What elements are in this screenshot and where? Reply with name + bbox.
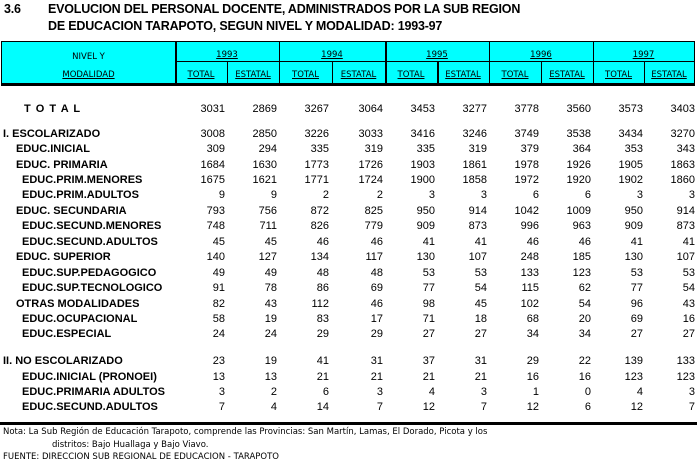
cell-total: 1903 bbox=[410, 159, 435, 171]
cell-estatal: 21 bbox=[474, 371, 487, 383]
cell-total: 49 bbox=[212, 267, 225, 279]
cell-total: 14 bbox=[316, 401, 329, 413]
cell-estatal: 294 bbox=[258, 143, 277, 155]
cell-total: 112 bbox=[311, 298, 329, 310]
row-label: EDUC.PRIMARIA ADULTOS bbox=[22, 386, 165, 398]
table-row bbox=[0, 220, 697, 236]
cell-estatal: 914 bbox=[468, 205, 487, 217]
cell-total: 86 bbox=[316, 282, 329, 294]
title-line-2: DE EDUCACION TARAPOTO, SEGUN NIVEL Y MODALIDAD: 1993-97 bbox=[48, 19, 443, 33]
cell-estatal: 3 bbox=[480, 189, 487, 201]
cell-total: 29 bbox=[316, 328, 329, 340]
cell-total: 335 bbox=[310, 143, 329, 155]
title-line-1: EVOLUCION DEL PERSONAL DOCENTE, ADMINISTRADOS POR LA SUB REGION bbox=[48, 2, 521, 16]
cell-total: 34 bbox=[526, 328, 539, 340]
table-row bbox=[0, 386, 697, 402]
cell-total: 3778 bbox=[514, 103, 539, 115]
cell-estatal: 31 bbox=[474, 355, 487, 367]
header-estatal: ESTATAL bbox=[445, 70, 481, 80]
row-label: EDUC.SECUND.ADULTOS bbox=[22, 236, 158, 248]
cell-total: 950 bbox=[416, 205, 435, 217]
cell-estatal: 41 bbox=[474, 236, 487, 248]
table-row bbox=[0, 143, 697, 159]
table-row bbox=[0, 251, 697, 267]
table-row bbox=[0, 298, 697, 314]
cell-estatal: 1724 bbox=[358, 174, 383, 186]
cell-estatal: 22 bbox=[578, 355, 591, 367]
cell-estatal: 123 bbox=[572, 267, 591, 279]
cell-total: 996 bbox=[520, 220, 539, 232]
cell-estatal: 20 bbox=[578, 313, 591, 325]
cell-estatal: 133 bbox=[676, 355, 695, 367]
cell-total: 3573 bbox=[618, 103, 643, 115]
cell-estatal: 27 bbox=[474, 328, 487, 340]
cell-estatal: 16 bbox=[578, 371, 591, 383]
cell-estatal: 78 bbox=[264, 282, 277, 294]
cell-estatal: 45 bbox=[474, 298, 487, 310]
table-row bbox=[0, 174, 697, 190]
cell-estatal: 6 bbox=[584, 401, 591, 413]
cell-total: 6 bbox=[322, 386, 329, 398]
table-header bbox=[1, 41, 695, 86]
cell-total: 71 bbox=[422, 313, 435, 325]
cell-estatal: 29 bbox=[370, 328, 383, 340]
cell-estatal: 117 bbox=[365, 251, 383, 263]
cell-total: 133 bbox=[520, 267, 539, 279]
row-label: EDUC. SECUNDARIA bbox=[16, 205, 127, 217]
header-year: 1995 bbox=[426, 50, 448, 60]
cell-estatal: 3033 bbox=[358, 128, 383, 140]
cell-estatal: 19 bbox=[264, 355, 277, 367]
cell-estatal: 1860 bbox=[670, 174, 695, 186]
cell-estatal: 43 bbox=[264, 298, 277, 310]
row-label: T O T A L bbox=[24, 103, 82, 115]
row-label: EDUC.SUP.PEDAGOGICO bbox=[22, 267, 157, 279]
header-total: TOTAL bbox=[501, 70, 529, 80]
cell-total: 23 bbox=[212, 355, 225, 367]
cell-total: 12 bbox=[630, 401, 643, 413]
cell-total: 379 bbox=[520, 143, 539, 155]
cell-total: 3226 bbox=[304, 128, 329, 140]
note-line-1: Nota: La Sub Región de Educación Tarapoto, comprende las Provincias: San Martín, Lamas, El Dorado, Picota y los bbox=[3, 427, 488, 437]
cell-total: 1978 bbox=[514, 159, 539, 171]
cell-total: 3 bbox=[636, 189, 643, 201]
source-note: FUENTE: DIRECCION SUB REGIONAL DE EDUCACION - TARAPOTO bbox=[3, 452, 279, 462]
table-row bbox=[0, 401, 697, 417]
cell-estatal: 46 bbox=[578, 236, 591, 248]
cell-estatal: 2 bbox=[270, 386, 277, 398]
cell-estatal: 1861 bbox=[462, 159, 487, 171]
cell-estatal: 319 bbox=[468, 143, 487, 155]
header-label-bottom: MODALIDAD bbox=[62, 70, 115, 80]
cell-total: 130 bbox=[416, 251, 435, 263]
header-estatal: ESTATAL bbox=[549, 70, 585, 80]
cell-estatal: 46 bbox=[370, 236, 383, 248]
cell-estatal: 0 bbox=[584, 386, 591, 398]
cell-total: 37 bbox=[422, 355, 435, 367]
cell-estatal: 3560 bbox=[566, 103, 591, 115]
cell-total: 13 bbox=[212, 371, 225, 383]
cell-total: 140 bbox=[206, 251, 225, 263]
cell-total: 134 bbox=[310, 251, 329, 263]
cell-total: 41 bbox=[316, 355, 329, 367]
header-total: TOTAL bbox=[292, 70, 319, 80]
row-label: EDUC.ESPECIAL bbox=[22, 328, 112, 340]
cell-estatal: 873 bbox=[468, 220, 487, 232]
cell-total: 1900 bbox=[410, 174, 435, 186]
cell-total: 7 bbox=[218, 401, 225, 413]
cell-total: 3 bbox=[218, 386, 225, 398]
row-label: EDUC.OCUPACIONAL bbox=[22, 313, 138, 325]
cell-total: 98 bbox=[422, 298, 435, 310]
cell-estatal: 364 bbox=[572, 143, 591, 155]
cell-total: 77 bbox=[630, 282, 643, 294]
cell-estatal: 963 bbox=[572, 220, 591, 232]
cell-total: 3416 bbox=[410, 128, 435, 140]
cell-estatal: 53 bbox=[474, 267, 487, 279]
header-total: TOTAL bbox=[187, 70, 215, 80]
cell-estatal: 2850 bbox=[252, 128, 277, 140]
header-estatal: ESTATAL bbox=[235, 70, 271, 80]
cell-total: 309 bbox=[206, 143, 225, 155]
cell-estatal: 107 bbox=[676, 251, 695, 263]
cell-total: 68 bbox=[526, 313, 539, 325]
cell-estatal: 107 bbox=[468, 251, 487, 263]
cell-estatal: 54 bbox=[682, 282, 695, 294]
cell-total: 1972 bbox=[514, 174, 539, 186]
cell-total: 826 bbox=[310, 220, 329, 232]
cell-total: 24 bbox=[212, 328, 225, 340]
table-row bbox=[0, 103, 697, 119]
cell-total: 353 bbox=[624, 143, 643, 155]
cell-total: 46 bbox=[316, 236, 329, 248]
cell-total: 77 bbox=[422, 282, 435, 294]
cell-estatal: 711 bbox=[259, 220, 277, 232]
table-row bbox=[0, 282, 697, 298]
cell-total: 3008 bbox=[200, 128, 225, 140]
cell-total: 16 bbox=[526, 371, 539, 383]
cell-total: 872 bbox=[310, 205, 329, 217]
cell-estatal: 45 bbox=[264, 236, 277, 248]
table-row bbox=[0, 371, 697, 387]
cell-total: 130 bbox=[624, 251, 643, 263]
cell-estatal: 7 bbox=[480, 401, 487, 413]
cell-estatal: 873 bbox=[676, 220, 695, 232]
cell-estatal: 319 bbox=[364, 143, 383, 155]
cell-total: 335 bbox=[416, 143, 435, 155]
cell-total: 909 bbox=[416, 220, 435, 232]
header-year: 1996 bbox=[530, 50, 552, 60]
table-row bbox=[0, 189, 697, 205]
cell-estatal: 7 bbox=[688, 401, 695, 413]
cell-estatal: 3403 bbox=[670, 103, 695, 115]
cell-total: 69 bbox=[630, 313, 643, 325]
cell-estatal: 9 bbox=[270, 189, 277, 201]
cell-total: 27 bbox=[422, 328, 435, 340]
cell-total: 46 bbox=[526, 236, 539, 248]
cell-estatal: 3270 bbox=[670, 128, 695, 140]
cell-total: 1902 bbox=[618, 174, 643, 186]
cell-estatal: 3 bbox=[376, 386, 383, 398]
cell-total: 950 bbox=[624, 205, 643, 217]
cell-total: 4 bbox=[428, 386, 435, 398]
cell-estatal: 343 bbox=[676, 143, 695, 155]
cell-estatal: 54 bbox=[474, 282, 487, 294]
cell-estatal: 1926 bbox=[566, 159, 591, 171]
header-year: 1994 bbox=[321, 50, 343, 60]
cell-total: 53 bbox=[630, 267, 643, 279]
cell-total: 3 bbox=[428, 189, 435, 201]
cell-estatal: 48 bbox=[370, 267, 383, 279]
row-label: EDUC. PRIMARIA bbox=[16, 159, 108, 171]
cell-estatal: 54 bbox=[578, 298, 591, 310]
cell-total: 3453 bbox=[410, 103, 435, 115]
cell-estatal: 1858 bbox=[462, 174, 487, 186]
cell-estatal: 3 bbox=[688, 386, 695, 398]
cell-estatal: 3 bbox=[480, 386, 487, 398]
cell-estatal: 2869 bbox=[252, 103, 277, 115]
row-label: OTRAS MODALIDADES bbox=[16, 298, 140, 310]
table-row bbox=[0, 313, 697, 329]
cell-total: 96 bbox=[630, 298, 643, 310]
row-label: EDUC.SECUND.ADULTOS bbox=[22, 401, 158, 413]
cell-total: 139 bbox=[624, 355, 643, 367]
row-label: EDUC.PRIM.MENORES bbox=[22, 174, 143, 186]
row-label: EDUC.SECUND.MENORES bbox=[22, 220, 162, 232]
row-label: EDUC. SUPERIOR bbox=[16, 251, 111, 263]
cell-total: 82 bbox=[212, 298, 225, 310]
cell-estatal: 185 bbox=[572, 251, 591, 263]
table-title bbox=[4, 2, 520, 16]
cell-total: 12 bbox=[526, 401, 539, 413]
cell-total: 12 bbox=[422, 401, 435, 413]
cell-estatal: 69 bbox=[370, 282, 383, 294]
cell-estatal: 7 bbox=[376, 401, 383, 413]
cell-estatal: 779 bbox=[364, 220, 383, 232]
cell-estatal: 46 bbox=[370, 298, 383, 310]
cell-estatal: 27 bbox=[682, 328, 695, 340]
cell-total: 123 bbox=[624, 371, 643, 383]
table-row bbox=[0, 205, 697, 221]
cell-estatal: 1726 bbox=[358, 159, 383, 171]
note-line-2: distritos: Bajo Huallaga y Bajo Viavo. bbox=[52, 440, 209, 450]
cell-total: 21 bbox=[422, 371, 435, 383]
cell-estatal: 825 bbox=[364, 205, 383, 217]
row-label: EDUC.INICIAL (PRONOEI) bbox=[22, 371, 157, 383]
cell-estatal: 3277 bbox=[462, 103, 487, 115]
cell-total: 3031 bbox=[200, 103, 225, 115]
cell-estatal: 19 bbox=[264, 313, 277, 325]
cell-estatal: 3246 bbox=[462, 128, 487, 140]
header-total: TOTAL bbox=[605, 70, 632, 80]
table-row bbox=[0, 236, 697, 252]
row-label: EDUC.INICIAL bbox=[16, 143, 90, 155]
cell-total: 3267 bbox=[304, 103, 329, 115]
cell-estatal: 3064 bbox=[358, 103, 383, 115]
cell-estatal: 756 bbox=[258, 205, 277, 217]
cell-estatal: 13 bbox=[264, 371, 277, 383]
row-label: II. NO ESCOLARIZADO bbox=[3, 355, 123, 367]
cell-total: 1771 bbox=[304, 174, 329, 186]
cell-total: 748 bbox=[206, 220, 225, 232]
cell-estatal: 2 bbox=[376, 189, 383, 201]
header-estatal: ESTATAL bbox=[340, 70, 377, 80]
cell-total: 21 bbox=[316, 371, 329, 383]
cell-total: 53 bbox=[422, 267, 435, 279]
cell-estatal: 41 bbox=[682, 236, 695, 248]
cell-total: 41 bbox=[630, 236, 643, 248]
cell-total: 91 bbox=[212, 282, 225, 294]
cell-total: 248 bbox=[520, 251, 539, 263]
cell-total: 45 bbox=[212, 236, 225, 248]
cell-estatal: 1863 bbox=[670, 159, 695, 171]
cell-total: 58 bbox=[212, 313, 225, 325]
cell-total: 102 bbox=[520, 298, 539, 310]
cell-total: 115 bbox=[521, 282, 539, 294]
cell-estatal: 24 bbox=[264, 328, 277, 340]
cell-estatal: 31 bbox=[370, 355, 383, 367]
cell-total: 9 bbox=[218, 189, 225, 201]
cell-estatal: 1630 bbox=[252, 159, 277, 171]
table-row bbox=[0, 355, 697, 371]
header-estatal: ESTATAL bbox=[651, 70, 687, 80]
header-year: 1997 bbox=[632, 50, 655, 60]
cell-total: 29 bbox=[526, 355, 539, 367]
cell-total: 4 bbox=[636, 386, 643, 398]
header-year: 1993 bbox=[216, 50, 238, 60]
cell-total: 793 bbox=[206, 205, 225, 217]
footer-divider bbox=[0, 422, 697, 425]
cell-total: 1905 bbox=[618, 159, 643, 171]
cell-estatal: 127 bbox=[258, 251, 277, 263]
cell-estatal: 3 bbox=[688, 189, 695, 201]
cell-estatal: 1621 bbox=[252, 174, 277, 186]
cell-total: 48 bbox=[316, 267, 329, 279]
cell-total: 3434 bbox=[618, 128, 643, 140]
cell-estatal: 4 bbox=[270, 401, 277, 413]
cell-total: 6 bbox=[532, 189, 539, 201]
table-row bbox=[0, 159, 697, 175]
row-label: EDUC.PRIM.ADULTOS bbox=[22, 189, 139, 201]
table-row bbox=[0, 128, 697, 144]
table-row bbox=[0, 267, 697, 283]
table-row bbox=[0, 328, 697, 344]
table-number: 3.6 bbox=[4, 2, 21, 16]
cell-estatal: 21 bbox=[370, 371, 383, 383]
cell-estatal: 914 bbox=[676, 205, 695, 217]
cell-total: 27 bbox=[630, 328, 643, 340]
cell-total: 41 bbox=[422, 236, 435, 248]
cell-estatal: 18 bbox=[474, 313, 487, 325]
cell-total: 1773 bbox=[304, 159, 329, 171]
cell-total: 909 bbox=[624, 220, 643, 232]
cell-total: 1042 bbox=[514, 205, 539, 217]
cell-estatal: 62 bbox=[578, 282, 591, 294]
cell-estatal: 34 bbox=[578, 328, 591, 340]
cell-total: 1675 bbox=[200, 174, 225, 186]
cell-estatal: 17 bbox=[370, 313, 383, 325]
row-label: I. ESCOLARIZADO bbox=[3, 128, 101, 140]
cell-total: 1 bbox=[532, 386, 539, 398]
cell-estatal: 53 bbox=[682, 267, 695, 279]
cell-estatal: 43 bbox=[682, 298, 695, 310]
cell-estatal: 3538 bbox=[566, 128, 591, 140]
cell-estatal: 49 bbox=[264, 267, 277, 279]
cell-total: 1684 bbox=[200, 159, 225, 171]
cell-total: 3749 bbox=[514, 128, 539, 140]
cell-estatal: 1009 bbox=[566, 205, 591, 217]
cell-estatal: 1920 bbox=[566, 174, 591, 186]
cell-estatal: 123 bbox=[676, 371, 695, 383]
header-label-top: NIVEL Y bbox=[72, 52, 105, 62]
cell-total: 2 bbox=[322, 189, 329, 201]
cell-total: 83 bbox=[316, 313, 329, 325]
header-total: TOTAL bbox=[397, 70, 425, 80]
cell-estatal: 6 bbox=[584, 189, 591, 201]
row-label: EDUC.SUP.TECNOLOGICO bbox=[22, 282, 163, 294]
cell-estatal: 16 bbox=[682, 313, 695, 325]
